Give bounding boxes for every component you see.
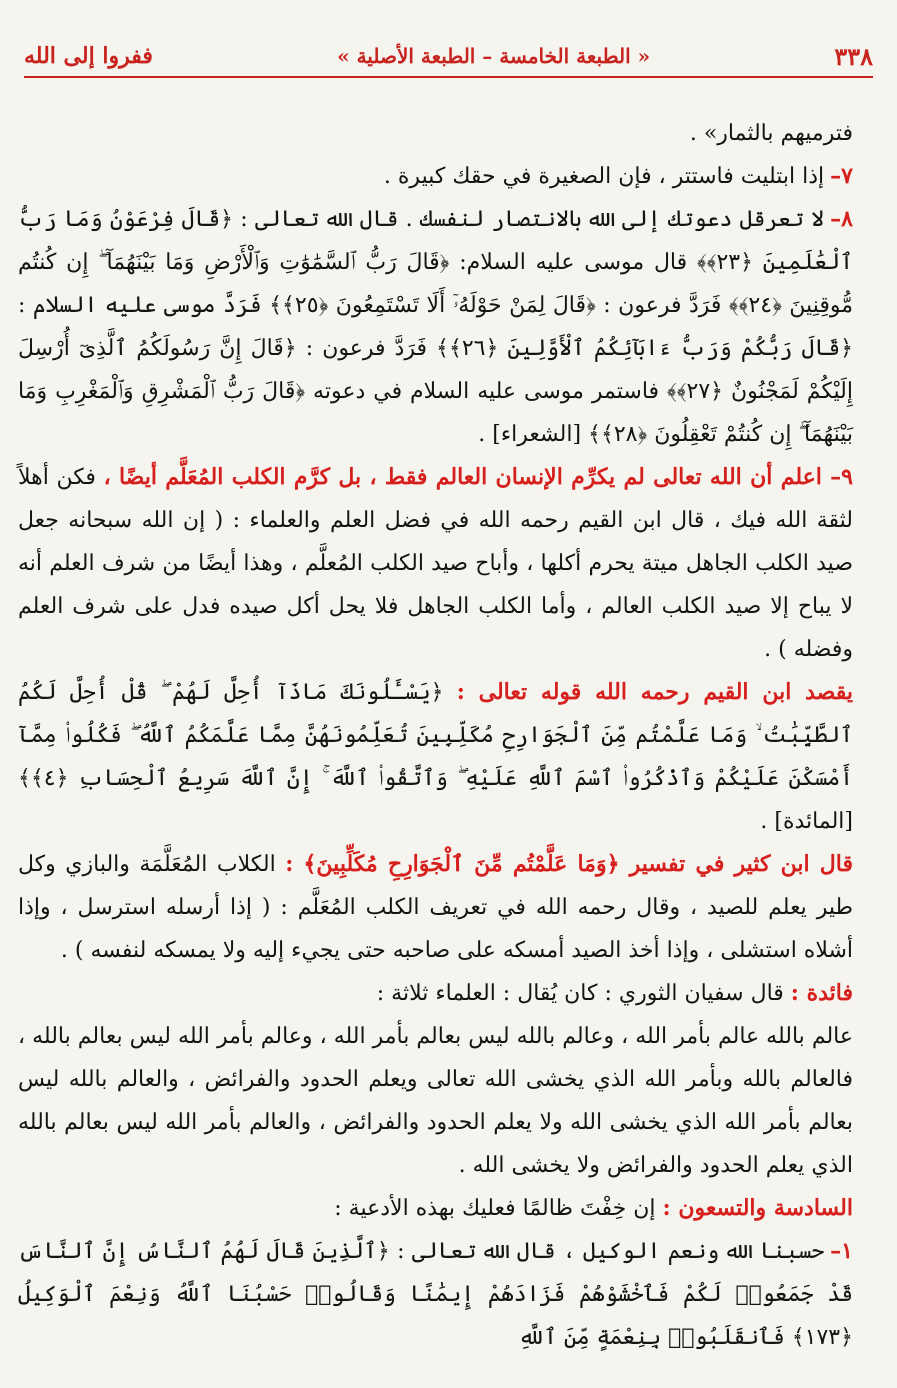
highlight-heading: يقصد ابن القيم رحمه الله قوله تعالى : [456,679,853,705]
highlight-heading: فائدة : [790,980,853,1006]
highlight-heading: السادسة والتسعون : [662,1195,853,1221]
paragraph-dua-1: ١–حسبنا الله ونعم الوكيل ، قال الله تعالى : ﴿ٱلَّذِينَ قَالَ لَهُمُ ٱلنَّاسُ إِنَّ ٱلنَّاسَ قَدْ جَمَعُوا۟ لَكُمْ فَٱخْشَوْهُمْ فَزَادَهُمْ إِيمَٰنًا وَقَالُوا۟ حَسْبُنَا ٱللَّهُ وَنِعْمَ ٱلْوَكِيلُ ﴿١٧٣﴾ فَٱنقَلَبُوا۟ بِنِعْمَةٍ مِّنَ ٱللَّهِ [18,1238,853,1350]
paragraph-benefit: فائدة : قال سفيان الثوري : كان يُقال : العلماء ثلاثة : [376,980,853,1006]
paragraph-96: السادسة والتسعون : إن خِفْتَ ظالمًا فعليك بهذه الأدعية : [334,1195,853,1221]
highlight-heading: ٩– اعلم أن الله تعالى لم يكرِّم الإنسان العالم فقط ، بل كرَّم الكلب المُعَلَّم أيضًا ، [103,464,853,490]
page-body [18,112,853,1359]
book-title: ففروا إلى الله [24,43,153,69]
paragraph-1: فترميهم بالثمار» . [689,121,853,146]
edition-label: « الطبعة الخامسة – الطبعة الأصلية » [337,44,651,68]
page-header [24,36,873,78]
page-number: ٣٣٨ [834,41,873,71]
paragraph-ibn-qayyim: يقصد ابن القيم رحمه الله قوله تعالى : ﴿يَسْـَٔلُونَكَ مَاذَآ أُحِلَّ لَهُمْ ۖ قُلْ أُحِلَّ لَكُمُ ٱلطَّيِّبَٰتُ ۙ وَمَا عَلَّمْتُم مِّنَ ٱلْجَوَارِحِ مُكَلِّبِينَ تُعَلِّمُونَهُنَّ مِمَّا عَلَّمَكُمُ ٱللَّهُ ۖ فَكُلُوا۟ مِمَّآ أَمْسَكْنَ عَلَيْكُمْ وَٱذْكُرُوا۟ ٱسْمَ ٱللَّهِ عَلَيْهِ ۖ وَٱتَّقُوا۟ ٱللَّهَ ۚ إِنَّ ٱللَّهَ سَرِيعُ ٱلْحِسَابِ ﴿٤﴾﴾ [المائدة] . [18,679,853,834]
highlight-heading: قال ابن كثير في تفسير ﴿وَمَا عَلَّمْتُم مِّنَ ٱلْجَوَارِحِ مُكَلِّبِينَ﴾ : [285,851,853,877]
paragraph-8: ٨–لا تعرقل دعوتك إلى الله بالانتصار لنفسك . قال الله تعالى : ﴿قَالَ فِرْعَوْنُ وَمَا رَبُّ ٱلْعَٰلَمِينَ ﴿٢٣﴾﴾ قال موسى عليه السلام: ﴿قَالَ رَبُّ ٱلسَّمَٰوَٰتِ وَٱلْأَرْضِ وَمَا بَيْنَهُمَآ ۖ إِن كُنتُم مُّوقِنِينَ ﴿٢٤﴾﴾ فَرَدَّ فرعون : ﴿قَالَ لِمَنْ حَوْلَهُۥٓ أَلَا تَسْتَمِعُونَ ﴿٢٥﴾﴾ فَرَدَّ موسى عليه السلام : ﴿قَالَ رَبُّكُمْ وَرَبُّ ءَابَآئِكُمُ ٱلْأَوَّلِينَ ﴿٢٦﴾﴾ فَرَدَّ فرعون : ﴿قَالَ إِنَّ رَسُولَكُمُ ٱلَّذِىٓ أُرْسِلَ إِلَيْكُمْ لَمَجْنُونٌ ﴿٢٧﴾﴾ فاستمر موسى عليه السلام في دعوته ﴿قَالَ رَبُّ ٱلْمَشْرِقِ وَٱلْمَغْرِبِ وَمَا بَيْنَهُمَآ ۖ إِن كُنتُمْ تَعْقِلُونَ ﴿٢٨﴾﴾ [الشعراء] . [18,206,854,447]
paragraph-7: ٧–إذا ابتليت فاستتر ، فإن الصغيرة في حقك كبيرة . [383,163,853,189]
paragraph-9: ٩– اعلم أن الله تعالى لم يكرِّم الإنسان العالم فقط ، بل كرَّم الكلب المُعَلَّم أيضًا ، فكن أهلاً لثقة الله فيك ، قال ابن القيم رحمه الله في فضل العلم والعلماء : ( إن الله سبحانه جعل صيد الكلب الجاهل ميتة يحرم أكلها ، وأباح صيد الكلب المُعلَّم ، وهذا أيضًا من شرف العلم أنه لا يباح إلا صيد الكلب العالم ، وأما الكلب الجاهل فلا يحل أكل صيده فدل على شرف العلم وفضله ) . [18,464,853,662]
paragraph-ibn-kathir: قال ابن كثير في تفسير ﴿وَمَا عَلَّمْتُم مِّنَ ٱلْجَوَارِحِ مُكَلِّبِينَ﴾ : الكلاب المُعَلَّمَة والبازي وكل طير يعلم للصيد ، وقال رحمه الله في تعريف الكلب المُعَلَّم : ( إذا أرسله استرسل ، وإذا أشلاه استشلى ، وإذا أخذ الصيد أمسكه على صاحبه حتى يجيء إليه ولا يمسكه لنفسه ) . [18,851,853,963]
paragraph-scholars: عالم بالله عالم بأمر الله ، وعالم بالله ليس بعالم بأمر الله ، وعالم بأمر الله ليس بعالم بالله ، فالعالم بالله وبأمر الله الذي يخشى الله تعالى ويعلم الحدود والفرائض ، والعالم بالله ليس بعالم بأمر الله الذي يخشى الله ولا يعلم الحدود والفرائض ، والعالم بأمر الله ليس بعالم بالله الذي يعلم الحدود والفرائض ولا يخشى الله . [18,1024,853,1178]
